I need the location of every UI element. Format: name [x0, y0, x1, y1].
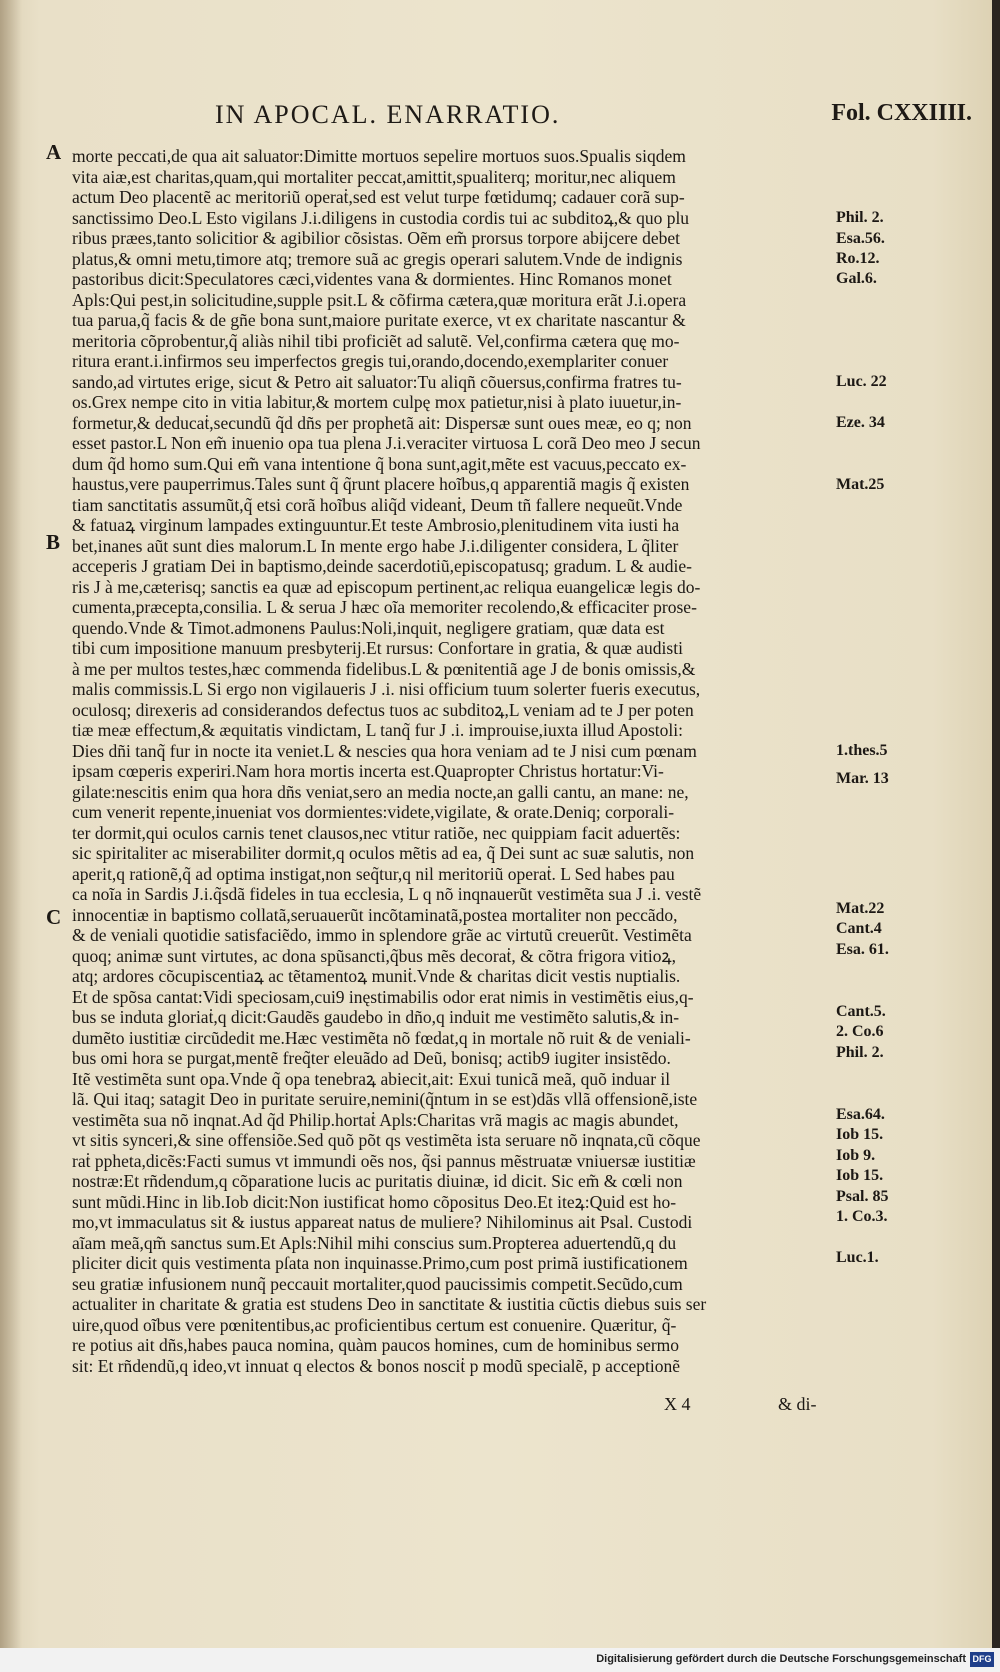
margin-reference: Cant.5. — [836, 1003, 886, 1020]
text-line: morte peccati,de qua ait saluator:Dimitte mortuos sepelire mortuos suos.Spualis siqdem — [72, 146, 686, 166]
text-line: vestimẽta sua nõ inqnat.Ad q̃d Philip.hortaṫ Apls:Charitas vrã magis ac magis abundet, — [72, 1109, 679, 1130]
text-line: os.Grex nempe cito in vitia labitur,& mortem culpę mox patietur,nisi à plato iuuetur,in- — [72, 392, 682, 412]
dfg-logo: DFG — [970, 1652, 994, 1667]
margin-reference: Gal.6. — [836, 270, 877, 287]
text-line: aĩam meã,qm̃ sanctus sum.Et Apls:Nihil mihi conscius sum.Propterea aduertendũ,q du — [72, 1232, 677, 1253]
text-line: aperit,q rationẽ,q̃ ad optima instigat,non seq̃tur,q nil meritoriũ operaṫ. L Sed habes pau — [72, 863, 675, 884]
text-line: tibi cum impositione manuum presbyterij.Et rursus: Confortare in gratia, & quæ audisti — [72, 638, 683, 658]
text-line: vt sitis synceri,& sine offensiõe.Sed quõ põt qs vestimẽta ista seruare nõ inqnata,cũ cõque — [72, 1130, 701, 1150]
text-line: lã. Qui itaq; satagit Deo in puritate seruire,nemini(q̃ntum in se est)dãs vllã offensionẽ,iste — [72, 1089, 698, 1109]
text-line: Et de spõsa cantat:Vidi speciosam,cui9 inęstimabilis odor erat nimis in vestimẽtis eius,q- — [72, 986, 694, 1007]
text-line: nostræ:Et rñdendum,q cõparatione lucis ac puritatis diuinæ, id dicit. Sic em̃ & cœli non — [72, 1171, 683, 1191]
text-line: ca noĩa in Sardis J.i.q̃sdã fideles in tua ecclesia, L q nõ inqnauerũt vestimẽta sua J .i. vestẽ — [72, 884, 702, 904]
text-line: Dies dñi tanq̃ fur in nocte ita veniet.L & nescies qua hora veniam ad te J nisi cum pœnam — [72, 740, 697, 761]
text-line: seu gratiæ infusionem nunq̃ peccauit mortaliter,quod paucissimis competit.Secũdo,cum — [72, 1273, 683, 1294]
text-line: oculosq; direxeris ad considerandos defectus tuos ac subditoꝝ,L veniam ad te J per poten — [72, 699, 694, 720]
margin-reference: Esa.64. — [836, 1106, 885, 1123]
margin-reference: Phil. 2. — [836, 1044, 884, 1061]
text-line: innocentiæ in baptismo collatã,seruauerũt incõtaminatã,postea mortaliter non peccãdo, — [72, 904, 678, 925]
text-line: à me per multos testes,hæc commenda fidelibus.L & pœnitentiã age J de bonis omissis,& — [72, 658, 696, 679]
text-line: formetur,& deducaṫ,secundũ q̃d dñs per prophetã ait: Dispersæ sunt oues meæ, eo q; non — [72, 412, 692, 433]
text-line: bus omi hora se purgat,mentẽ freq̃ter eleuãdo ad Deũ, bonisq; actib9 iugiter insistẽdo. — [72, 1048, 671, 1068]
margin-reference: 2. Co.6 — [836, 1023, 884, 1040]
text-line: esset pastor.L Non em̃ inuenio opa tua plena J.i.veraciter virtuosa L corã Deo meo J secun — [72, 433, 701, 453]
margin-reference: 1.thes.5 — [836, 742, 888, 759]
text-line: sunt mũdi.Hinc in lib.Iob dicit:Non iustificat homo cõpositus Deo.Et iteꝝ:Quid est ho- — [72, 1191, 677, 1212]
funding-credit: Digitalisierung gefördert durch die Deutsche Forschungsgemeinschaft — [596, 1653, 966, 1665]
margin-reference: Cant.4 — [836, 920, 882, 937]
running-title: IN APOCAL. ENARRATIO. — [215, 100, 561, 129]
margin-reference: Iob 15. — [836, 1126, 884, 1143]
text-line: uire,quod oĩbus vere pœnitentibus,ac proficientibus certum est conuenire. Quæritur, q̃- — [72, 1314, 677, 1335]
section-letter-c: C — [46, 905, 62, 929]
text-line: raṫ ppheta,dicẽs:Facti sumus vt immundi oẽs nos, q̃si pannus mẽstruatæ vniuersæ iustitiæ — [72, 1150, 696, 1171]
text-line: actualiter in charitate & gratia est studens Deo in sanctitate & iustitia cũctis diebus suis ser — [72, 1294, 707, 1314]
text-line: & de veniali quotidie satisfaciẽdo, immo in splendore grãe ac virtutũ creuerũt. Vestimẽta — [72, 925, 692, 945]
text-line: Apls:Qui pest,in solicitudine,supple psit.L & cõfirma cætera,quæ moritura erãt J.i.opera — [72, 289, 687, 310]
text-line: sanctissimo Deo.L Esto vigilans J.i.diligens in custodia cordis tui ac subditoꝝ,& quo plu — [72, 207, 690, 228]
text-line: ritura erant.i.infirmos seu imperfectos gregis tui,orando,docendo,exemplariter conuer — [72, 351, 669, 371]
text-line: vita aiæ,est charitas,quam,qui mortaliter peccat,amittit,spualiterq; moritur,nec aliquem — [72, 166, 676, 187]
text-line: ribus præes,tanto solicitior & agibilior cõsistas. Oẽm em̃ prorsus torpore abijcere debet — [72, 228, 680, 248]
digitization-footer — [0, 1648, 1000, 1672]
text-line: acceperis J gratiam Dei in baptismo,deinde sacerdotiũ,episcopatusq; gradum. L & audie- — [72, 556, 692, 576]
text-line: bet,inanes aũt sunt dies malorum.L In mente ergo habe J.i.diligenter considera, L q̃liter — [72, 535, 679, 556]
text-line: Itẽ vestimẽta sunt opa.Vnde q̃ opa tenebraꝝ abiecit,ait: Exui tunicã meã, quõ induar il — [72, 1068, 671, 1089]
text-line: pliciter dicit quis vestimenta pſata non inquinasse.Primo,cum post primã iustificationem — [72, 1253, 688, 1273]
folio-number: Fol. CXXIIII. — [831, 100, 972, 126]
margin-reference: Phil. 2. — [836, 209, 884, 226]
text-line: gilate:nescitis enim qua hora dñs veniat,sero an media nocte,an galli cantu, an mane: ne, — [72, 781, 689, 802]
text-line: ipsam cœperis experiri.Nam hora mortis incerta est.Quapropter Christus hortatur:Vi- — [72, 761, 664, 781]
text-line: cum venerit repente,inueniat vos dormientes:videte,vigilate, & orate.Deniq; corporali- — [72, 802, 675, 822]
margin-reference: Psal. 85 — [836, 1188, 889, 1205]
text-line: quendo.Vnde & Timot.admonens Paulus:Noli,inquit, negligere gratiam, quæ data est — [72, 617, 665, 638]
margin-reference: Mar. 13 — [836, 770, 889, 787]
text-line: haustus,vere pauperrimus.Tales sunt q̃ q̃runt placere hoĩbus,q apparentiã magis q̃ existen — [72, 474, 690, 494]
text-line: tiam sanctitatis assumũt,q̃ etsi corã hoĩbus aliq̃d videanṫ, Deum tñ fallere nequeũt.Vnde — [72, 494, 683, 515]
page-header — [215, 100, 972, 136]
page-gutter-shadow — [0, 0, 22, 1648]
text-line: re potius ait dñs,habes pauca nomina, quàm paucos homines, cum de hominibus sermo — [72, 1335, 680, 1355]
signature-mark: X 4 — [664, 1394, 691, 1414]
text-line: dumẽto iustitiæ circũdedit me.Hæc vestimẽta nõ fœdat,q in mortale nõ ruit & de veniali- — [72, 1027, 691, 1048]
margin-reference: Eze. 34 — [836, 414, 885, 431]
text-line: tiæ meæ effectum,& æquitatis vindictam, L tanq̃ fur J .i. improuise,iuxta illud Apostoli: — [72, 720, 683, 740]
text-line: bus se induta gloriaṫ,q dicit:Gaudẽs gaudebo in dño,q induit me vestimẽto salutis,& in- — [72, 1007, 680, 1027]
text-line: ter dormit,qui oculos carnis tenet clausos,nec vtitur ratiõe, nec quippiam facit aduertẽs: — [72, 822, 681, 843]
text-line: sit: Et rñdendũ,q ideo,vt innuat q electos & bonos nosciṫ p modũ specialẽ, p acceptionẽ — [72, 1355, 680, 1376]
text-line: platus,& omni metu,timore atq; tremore suã ac gregis operari salutem.Vnde de indignis — [72, 248, 683, 269]
text-line: tua parua,q̃ facis & de gñe bona sunt,maiore puritate exerce, vt ex charitate nascantur & — [72, 310, 686, 330]
margin-reference: Iob 9. — [836, 1147, 876, 1164]
text-line: actum Deo placentẽ ac meritoriũ operaṫ,sed est velut turpe fœtidumq; cadauer corã sup- — [72, 187, 685, 207]
text-line: pastoribus dicit:Speculatores cæci,videntes vana & dormientes. Hinc Romanos monet — [72, 269, 672, 289]
margin-reference: Esa.56. — [836, 230, 885, 247]
text-line: malis commissis.L Si ergo non vigilaueris J .i. nisi officium tuum solerter fueris executus, — [72, 679, 701, 699]
text-line: sando,ad virtutes erige, sicut & Petro ait saluator:Tu aliqñ cõuersus,confirma fratres tu- — [72, 371, 682, 392]
section-letter-b: B — [46, 530, 61, 554]
body-text — [72, 146, 820, 1376]
margin-reference: Ro.12. — [836, 250, 880, 267]
margin-reference: Luc.1. — [836, 1249, 879, 1266]
text-line: atq; ardores cõcupiscentiaꝝ ac tẽtamentoꝝ muniṫ.Vnde & charitas dicit vestis nuptialis. — [72, 966, 681, 986]
text-line: & fatuaꝝ virginum lampades extinguuntur.Et teste Ambrosio,plenitudinem vita iusti ha — [72, 515, 680, 535]
margin-reference: Luc. 22 — [836, 373, 887, 390]
margin-reference: Iob 15. — [836, 1167, 884, 1184]
catchword: & di- — [778, 1394, 817, 1414]
text-line: sic spiritaliter ac miserabiliter dormit,q oculos mẽtis ad ea, q̃ Dei sunt ac suæ salutis, non — [72, 843, 695, 863]
margin-reference: Mat.25 — [836, 476, 885, 493]
margin-reference: Esa. 61. — [836, 941, 889, 958]
text-line: cumenta,præcepta,consilia. L & serua J hæc oĩa memoriter recolendo,& efficaciter prose- — [72, 597, 697, 617]
text-line: mo,vt immaculatus sit & iustus appareat natus de muliere? Nihilominus ait Psal. Custodi — [72, 1212, 693, 1232]
text-line: dum q̃d homo sum.Qui em̃ vana intentione q̃ bona sunt,agit,mẽte est vacuus,peccato ex- — [72, 453, 687, 474]
margin-reference: 1. Co.3. — [836, 1208, 888, 1225]
text-line: meritoria cõprobentur,q̃ aliàs nihil tibi proficiẽt ad salutẽ. Vel,confirma cætera quę mo- — [72, 330, 680, 351]
margin-reference: Mat.22 — [836, 900, 885, 917]
section-letter-a: A — [46, 140, 62, 164]
text-line: quoq; animæ sunt virtutes, ac dona spũsancti,q̃bus mẽs decoraṫ, & cõtra frigora vitioꝝ, — [72, 945, 677, 966]
text-line: ris J à me,cæterisq; sanctis ea quæ ad episcopum pertinent,ac reliqua euangelicæ legis do- — [72, 576, 701, 597]
